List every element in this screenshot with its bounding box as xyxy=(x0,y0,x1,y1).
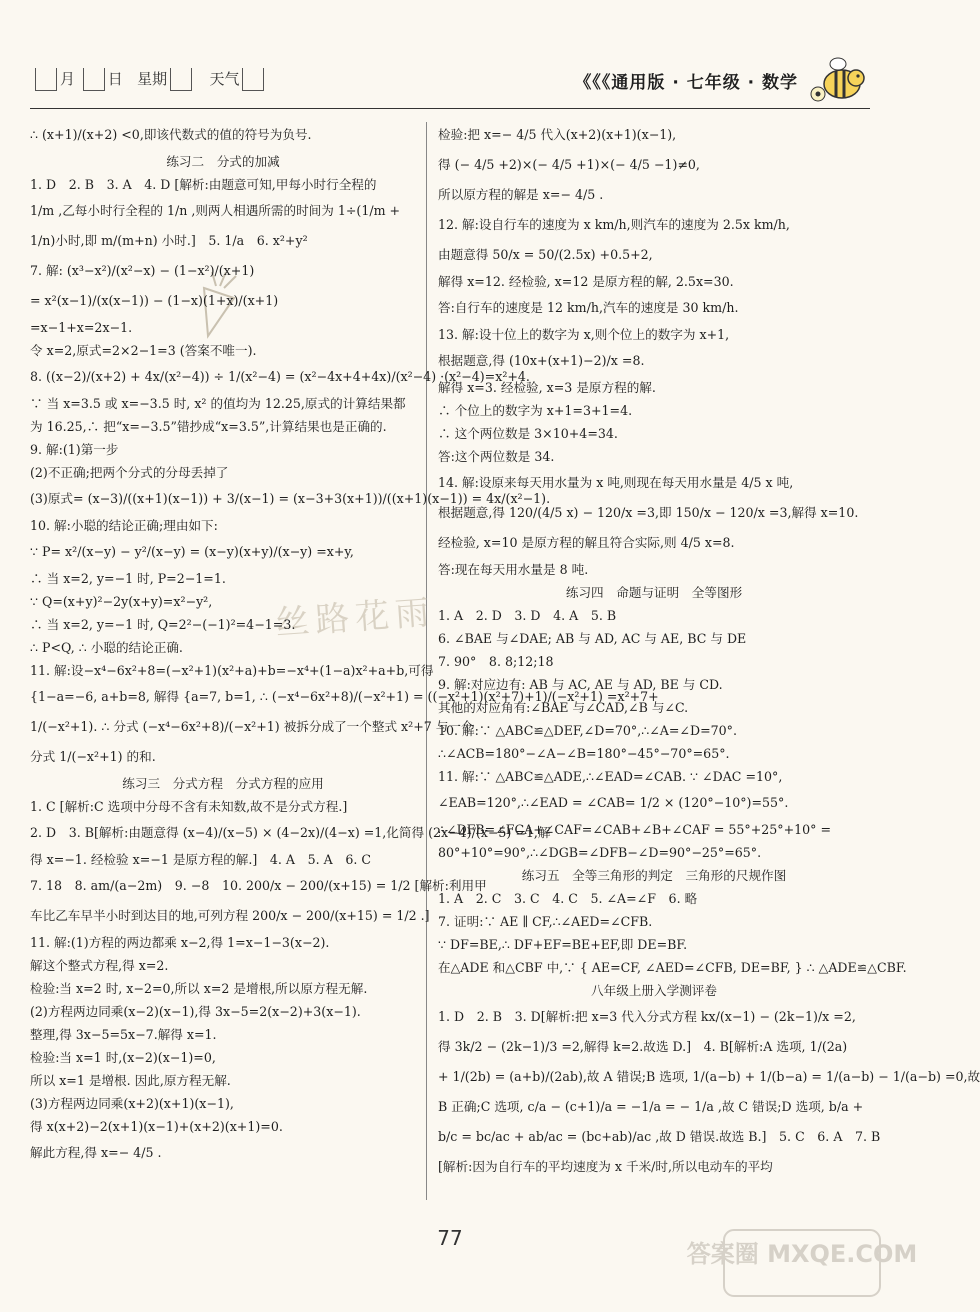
right-text-line: 1. A 2. D 3. D 4. A 5. B xyxy=(438,608,617,623)
left-text-line: 7. 18 8. am/(a−2m) 9. −8 10. 200/x − 200/(x+15) = 1/2 [解析:利用甲 xyxy=(30,878,487,893)
left-text-line: 2. D 3. B[解析:由题意得 (x−4)/(x−5) × (4−2x)/(4−x) =1,化简得 (2x−4)/(x−5) =1,解 xyxy=(30,825,551,840)
right-text-line: 得 (− 4/5 +2)×(− 4/5 +1)×(− 4/5 −1)≠0, xyxy=(438,157,700,172)
weekday-label: 星期 xyxy=(137,70,168,88)
left-text-line: 11. 解:(1)方程的两边都乘 x−2,得 1=x−1−3(x−2). xyxy=(30,935,330,950)
right-text-line: + 1/(2b) = (a+b)/(2ab),故 A 错误;B 选项, 1/(a−b) + 1/(b−a) = 1/(a−b) − 1/(a−b) =0,故 xyxy=(438,1069,980,1084)
weather-blank xyxy=(242,68,264,91)
left-text-line: 检验:当 x=1 时,(x−2)(x−1)=0, xyxy=(30,1050,216,1065)
left-text-line: 9. 解:(1)第一步 xyxy=(30,442,119,457)
left-text-line: 7. 解: (x³−x²)/(x²−x) − (1−x²)/(x+1) xyxy=(30,263,255,278)
right-text-line: 答:现在每天用水量是 8 吨. xyxy=(438,562,589,577)
right-text-line: 80°+10°=90°,∴∠DGB=∠DFB−∠D=90°−25°=65°. xyxy=(438,845,762,860)
left-text-line: =x−1+x=2x−1. xyxy=(30,320,133,335)
left-text-line: (3)方程两边同乘(x+2)(x+1)(x−1), xyxy=(30,1096,234,1111)
right-text-line: 9. 解:对应边有: AB 与 AC, AE 与 AD, BE 与 CD. xyxy=(438,677,723,692)
day-blank xyxy=(83,68,105,91)
left-text-line: (2)不正确;把两个分式的分母丢掉了 xyxy=(30,465,229,480)
right-text-line: ∠EAB=120°,∴∠EAD = ∠CAB= 1/2 × (120°−10°)=55°. xyxy=(438,795,789,810)
right-text-line: 11. 解:∵ △ABC≌△ADE,∴∠EAD=∠CAB. ∵ ∠DAC =10°, xyxy=(438,769,783,784)
answer-site-logo xyxy=(686,1228,918,1298)
left-text-line: 10. 解:小聪的结论正确;理由如下: xyxy=(30,518,218,533)
right-text-line: 根据题意,得 120/(4/5 x) − 120/x =3,即 150/x − 120/x =3,解得 x=10. xyxy=(438,505,859,520)
left-text-line: 分式 1/(−x²+1) 的和. xyxy=(30,749,156,764)
left-text-line: (3)原式= (x−3)/((x+1)(x−1)) + 3/(x−1) = (x−3+3(x+1))/((x+1)(x−1)) = 4x/(x²−1). xyxy=(30,491,551,506)
right-text-line: 解得 x=3. 经检验, x=3 是原方程的解. xyxy=(438,380,656,395)
left-text-line: 11. 解:设−x⁴−6x²+8=(−x²+1)(x²+a)+b=−x⁴+(1−a)x²+a+b,可得 xyxy=(30,663,434,678)
right-column xyxy=(438,120,980,1182)
left-text-line: 所以 x=1 是增根. 因此,原方程无解. xyxy=(30,1073,231,1088)
left-text-line: 8. ((x−2)/(x+2) + 4x/(x²−4)) ÷ 1/(x²−4) = (x²−4x+4+4x)/(x²−4) ·(x²−4)=x²+4. xyxy=(30,369,530,384)
right-text-line: 10. 解:∵ △ABC≌△DEF,∠D=70°,∴∠A=∠D=70°. xyxy=(438,723,737,738)
right-text-line: 经检验, x=10 是原方程的解且符合实际,则 4/5 x=8. xyxy=(438,535,735,550)
month-label: 月 xyxy=(60,70,76,88)
right-text-line: 解得 x=12. 经检验, x=12 是原方程的解, 2.5x=30. xyxy=(438,274,734,289)
right-text-line: 14. 解:设原来每天用水量为 x 吨,则现在每天用水量是 4/5 x 吨, xyxy=(438,475,794,490)
left-text-line: 令 x=2,原式=2×2−1=3 (答案不唯一). xyxy=(30,343,257,358)
left-text-line: (2)方程两边同乘(x−2)(x−1),得 3x−5=2(x−2)+3(x−1). xyxy=(30,1004,361,1019)
day-label: 日 xyxy=(107,70,123,88)
left-text-line: ∴ 当 x=2, y=−1 时, Q=2²−(−1)²=4−1=3. xyxy=(30,617,296,632)
left-text-line: 检验:当 x=2 时, x−2=0,所以 x=2 是增根,所以原方程无解. xyxy=(30,981,368,996)
right-text-line: 答:这个两位数是 34. xyxy=(438,449,555,464)
page-header xyxy=(32,62,868,106)
right-text-line: 1. D 2. B 3. D[解析:把 x=3 代入分式方程 kx/(x−1) − (2k−1)/x =2, xyxy=(438,1009,856,1024)
right-section-title: 八年级上册入学测评卷 xyxy=(591,983,717,998)
right-text-line: 由题意得 50/x = 50/(2.5x) +0.5+2, xyxy=(438,247,653,262)
left-text-line: 1. C [解析:C 选项中分母不含有未知数,故不是分式方程.] xyxy=(30,799,348,814)
left-text-line: ∵ Q=(x+y)²−2y(x+y)=x²−y², xyxy=(30,594,213,609)
logo-text: 答案圈 MXQE.COM xyxy=(686,1240,918,1268)
date-weather-fields xyxy=(32,68,267,91)
left-text-line: ∵ P= x²/(x−y) − y²/(x−y) = (x−y)(x+y)/(x−y) =x+y, xyxy=(30,544,354,559)
right-text-line: 答:自行车的速度是 12 km/h,汽车的速度是 30 km/h. xyxy=(438,300,739,315)
header-rule xyxy=(30,108,870,109)
right-text-line: 13. 解:设十位上的数字为 x,则个位上的数字为 x+1, xyxy=(438,327,730,342)
weather-label: 天气 xyxy=(209,70,240,88)
right-text-line: ∴ 个位上的数字为 x+1=3+1=4. xyxy=(438,403,633,418)
left-text-line: {1−a=−6, a+b=8, 解得 {a=7, b=1, ∴ (−x⁴−6x²+8)/(−x²+1) = ((−x²+1)(x²+7)+1)/(−x²+1) =x²+7+ xyxy=(30,689,659,704)
right-text-line: 7. 证明:∵ AE ∥ CF,∴∠AED=∠CFB. xyxy=(438,914,653,929)
left-text-line: 得 x=−1. 经检验 x=−1 是原方程的解.] 4. A 5. A 6. C xyxy=(30,852,371,867)
right-text-line: ∴∠DFB=∠FCA+∠CAF=∠CAB+∠B+∠CAF = 55°+25°+10° = xyxy=(438,822,832,837)
right-text-line: 7. 90° 8. 8;12;18 xyxy=(438,654,554,669)
left-text-line: ∴ P<Q, ∴ 小聪的结论正确. xyxy=(30,640,183,655)
right-text-line: 在△ADE 和△CBF 中,∵ { AE=CF, ∠AED=∠CFB, DE=BF, } ∴ △ADE≌△CBF. xyxy=(438,960,907,975)
watermark-text: 丝路花雨 xyxy=(274,592,437,644)
left-text-line: 1/(−x²+1). ∴ 分式 (−x⁴−6x²+8)/(−x²+1) 被拆分成了一个整式 x²+7 与一个 xyxy=(30,719,474,734)
right-text-line: 检验:把 x=− 4/5 代入(x+2)(x+1)(x−1), xyxy=(438,127,677,142)
left-section-title: 练习二 分式的加减 xyxy=(166,154,280,169)
right-section-title: 练习四 命题与证明 全等图形 xyxy=(565,585,743,600)
weekday-blank xyxy=(170,68,192,91)
right-text-line: ∵ DF=BE,∴ DF+EF=BE+EF,即 DE=BF. xyxy=(438,937,688,952)
right-text-line: 1. A 2. C 3. C 4. C 5. ∠A=∠F 6. 略 xyxy=(438,891,698,906)
right-text-line: ∴ 这个两位数是 3×10+4=34. xyxy=(438,426,618,441)
series-title: 《《《通用版 · 七年级 · 数学 xyxy=(574,73,798,93)
left-text-line: ∴ 当 x=2, y=−1 时, P=2−1=1. xyxy=(30,571,226,586)
left-text-line: 1. D 2. B 3. A 4. D [解析:由题意可知,甲每小时行全程的 xyxy=(30,177,377,192)
right-text-line: [解析:因为自行车的平均速度为 x 千米/时,所以电动车的平均 xyxy=(438,1159,773,1174)
left-text-line: 解这个整式方程,得 x=2. xyxy=(30,958,169,973)
left-section-title: 练习三 分式方程 分式方程的应用 xyxy=(122,776,324,791)
left-text-line: ∴ (x+1)/(x+2) <0,即该代数式的值的符号为负号. xyxy=(30,127,312,142)
page-number: 77 xyxy=(437,1226,463,1250)
right-text-line: b/c = bc/ac + ab/ac = (bc+ab)/ac ,故 D 错误.故选 B.] 5. C 6. A 7. B xyxy=(438,1129,881,1144)
left-text-line: 得 x(x+2)−2(x+1)(x−1)+(x+2)(x+1)=0. xyxy=(30,1119,283,1134)
left-text-line: 解此方程,得 x=− 4/5 . xyxy=(30,1145,162,1160)
right-text-line: 所以原方程的解是 x=− 4/5 . xyxy=(438,187,604,202)
right-text-line: 根据题意,得 (10x+(x+1)−2)/x =8. xyxy=(438,353,645,368)
left-text-line: 整理,得 3x−5=5x−7.解得 x=1. xyxy=(30,1027,217,1042)
right-section-title: 练习五 全等三角形的判定 三角形的尺规作图 xyxy=(521,868,787,883)
month-blank xyxy=(35,68,57,91)
left-text-line: 1/n)小时,即 m/(m+n) 小时.] 5. 1/a 6. x²+y² xyxy=(30,233,308,248)
left-text-line: = x²(x−1)/(x(x−1)) − (1−x)(1+x)/(x+1) xyxy=(30,293,279,308)
bee-icon xyxy=(808,50,868,110)
right-text-line: ∴∠ACB=180°−∠A−∠B=180°−45°−70°=65°. xyxy=(438,746,730,761)
right-text-line: 6. ∠BAE 与∠DAE; AB 与 AD, AC 与 AE, BC 与 DE xyxy=(438,631,747,646)
right-text-line: B 正确;C 选项, c/a − (c+1)/a = −1/a = − 1/a ,故 C 错误;D 选项, b/a + xyxy=(438,1099,864,1114)
left-text-line: 车比乙车早半小时到达目的地,可列方程 200/x − 200/(x+15) = 1/2 .] xyxy=(30,908,430,923)
column-divider xyxy=(426,122,427,1200)
left-text-line: 为 16.25,∴ 把“x=−3.5”错抄成“x=3.5”,计算结果也是正确的. xyxy=(30,419,387,434)
right-text-line: 得 3k/2 − (2k−1)/3 =2,解得 k=2.故选 D.] 4. B[解析:A 选项, 1/(2a) xyxy=(438,1039,848,1054)
right-text-line: 其他的对应角有:∠BAE 与∠CAD,∠B 与∠C. xyxy=(438,700,689,715)
left-text-line: 1/m ,乙每小时行全程的 1/n ,则两人相遇所需的时间为 1÷(1/m + xyxy=(30,203,401,218)
right-text-line: 12. 解:设自行车的速度为 x km/h,则汽车的速度为 2.5x km/h, xyxy=(438,217,790,232)
left-text-line: ∵ 当 x=3.5 或 x=−3.5 时, x² 的值均为 12.25,原式的计算结果都 xyxy=(30,396,406,411)
